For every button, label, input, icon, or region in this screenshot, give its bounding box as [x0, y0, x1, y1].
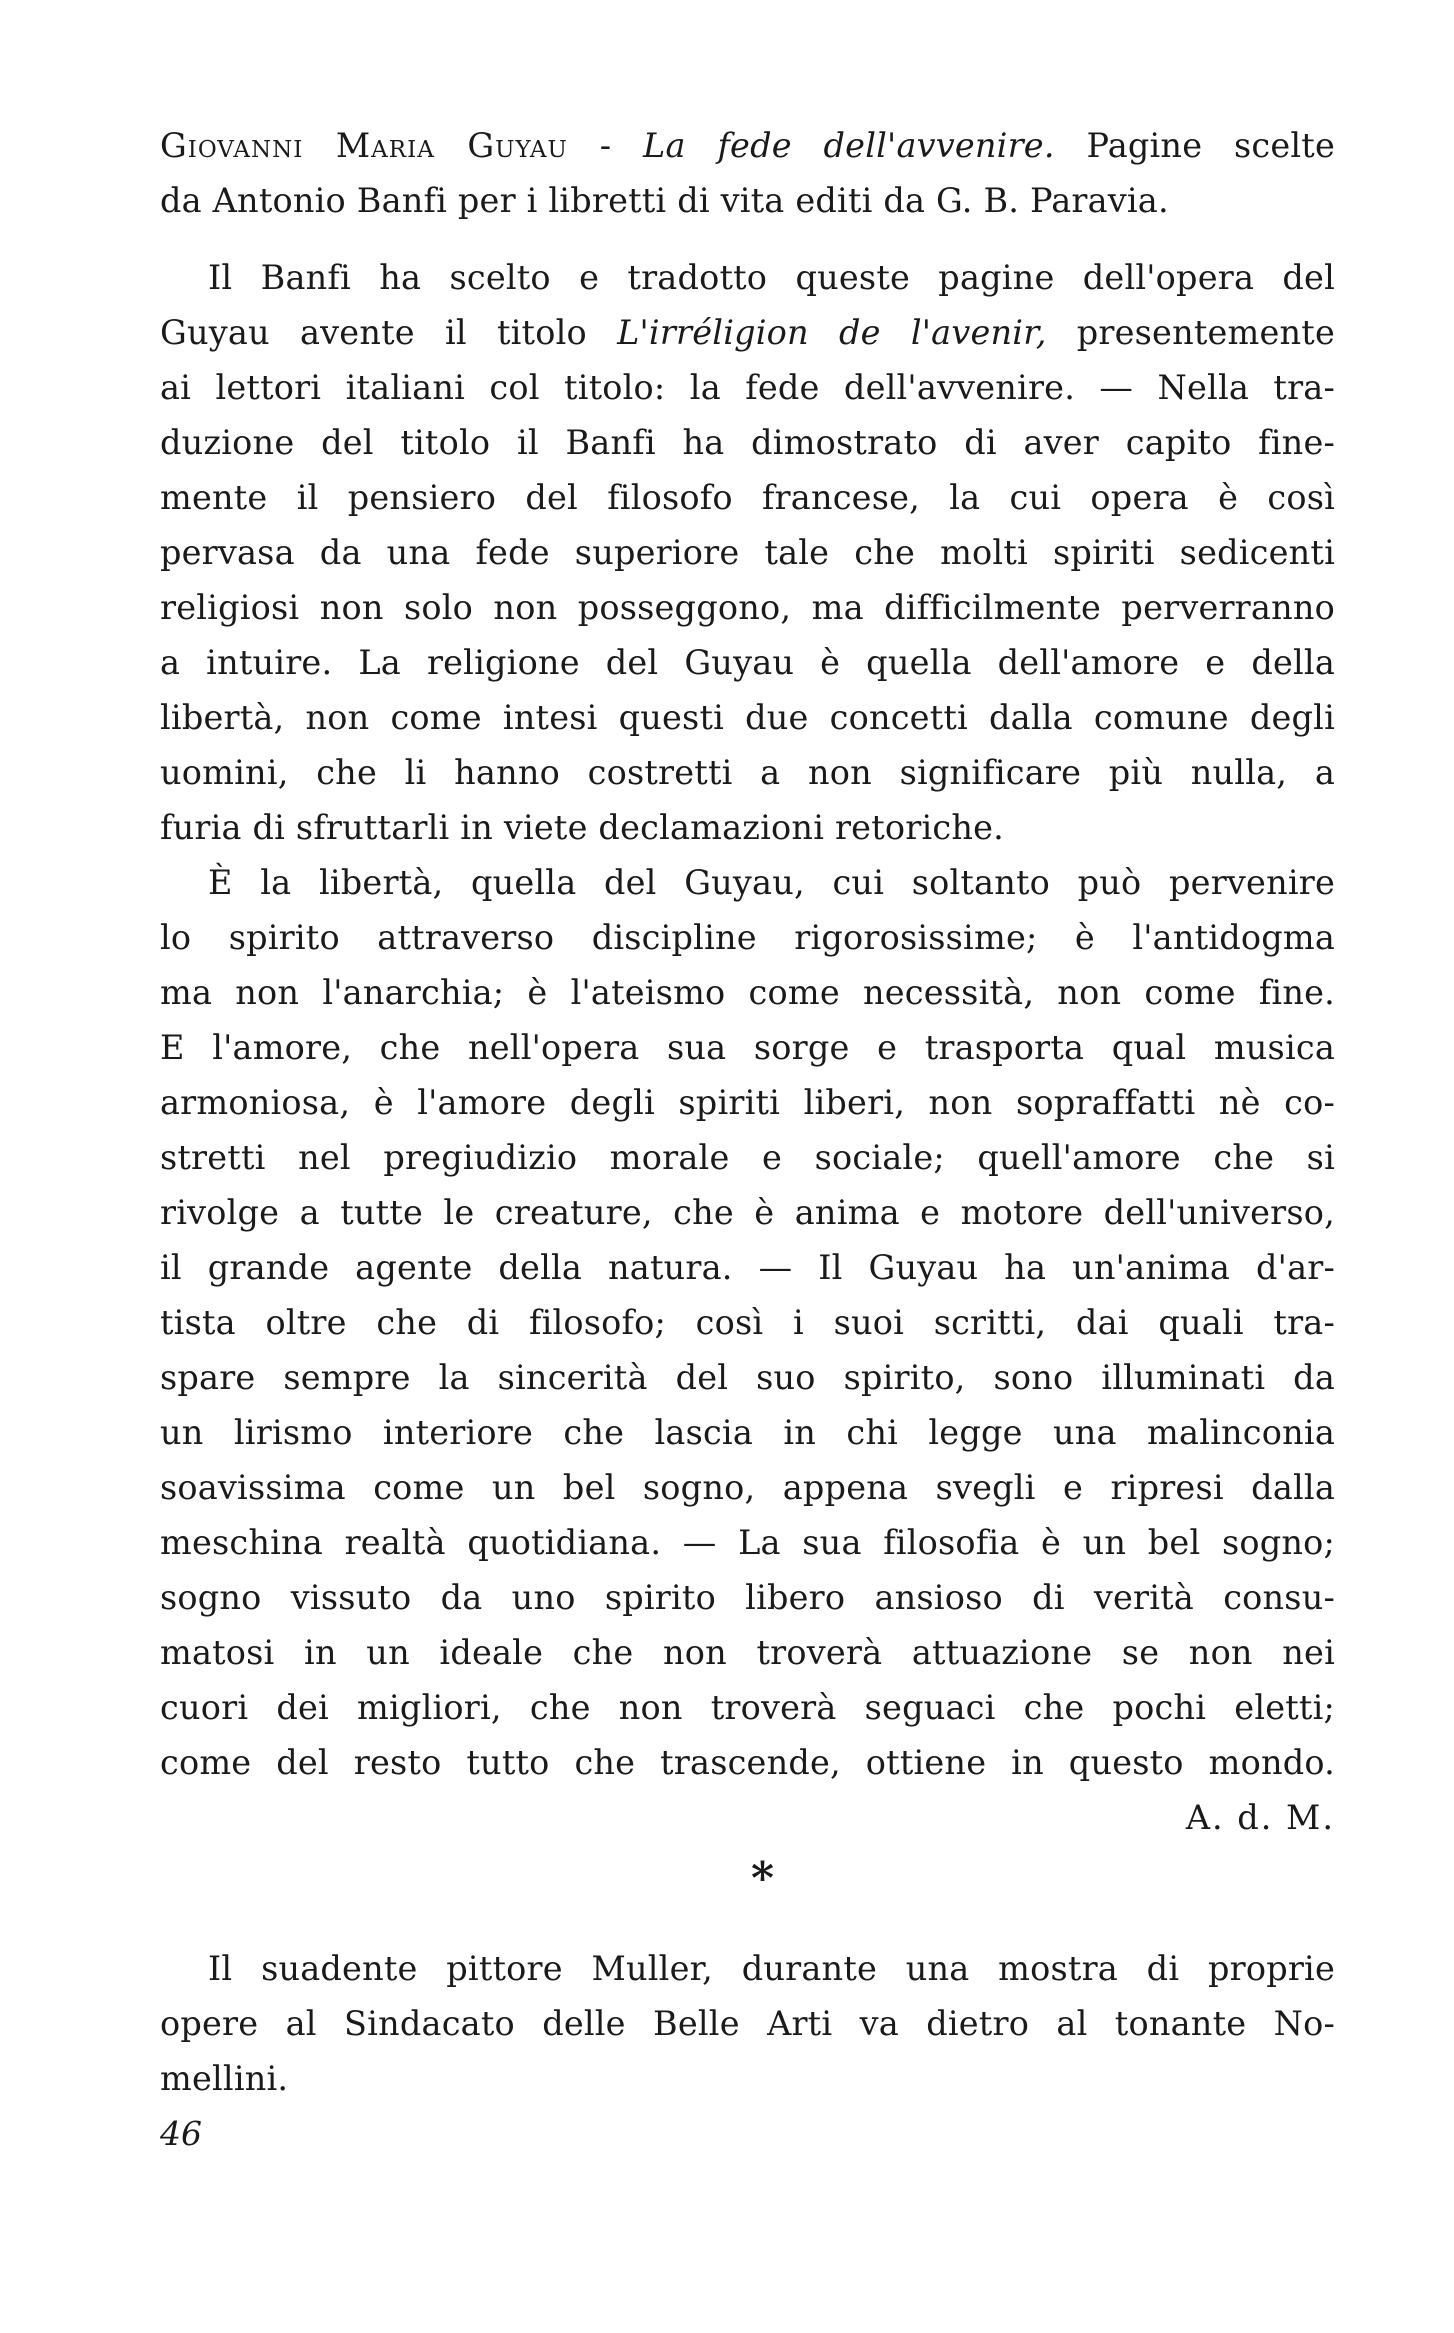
text-line: ai lettori italiani col titolo: la fede dell'avvenire. — Nella tra- [160, 368, 1335, 407]
text-line: furia di sfruttarli in viete declamazioni retoriche. [160, 808, 1004, 847]
page-number: 46 [160, 2114, 202, 2153]
text-line: come del resto tutto che trascende, ottiene in questo mondo. [160, 1743, 1335, 1782]
text-line: pervasa da una fede superiore tale che molti spiriti sedicenti [160, 533, 1335, 572]
header-line-2: da Antonio Banfi per i libretti di vita editi da G. B. Paravia. [160, 181, 1169, 220]
section-separator: * [750, 1853, 774, 1904]
text-line: religiosi non solo non posseggono, ma difficilmente perverranno [160, 588, 1335, 627]
text-line: meschina realtà quotidiana. — La sua filosofia è un bel sogno; [160, 1523, 1335, 1562]
text-line: duzione del titolo il Banfi ha dimostrato di aver capito fine- [160, 423, 1335, 462]
text-line: E l'amore, che nell'opera sua sorge e trasporta qual musica [160, 1028, 1335, 1067]
text-line: Il Banfi ha scelto e tradotto queste pagine dell'opera del [208, 258, 1335, 297]
original-title: L'irréligion de l'avenir, [617, 313, 1047, 352]
paragraph-3 [160, 1941, 1335, 2106]
text-line: Il suadente pittore Muller, durante una mostra di proprie [208, 1949, 1335, 1988]
author-name: Giovanni Maria Guyau [160, 126, 568, 165]
page-content [160, 118, 1335, 2161]
book-title: La fede dell'avvenire. [643, 126, 1055, 165]
text-line: armoniosa, è l'amore degli spiriti liberi, non sopraffatti nè co- [160, 1083, 1335, 1122]
text-line: lo spirito attraverso discipline rigorosissime; è l'antidogma [160, 918, 1335, 957]
text-line: sogno vissuto da uno spirito libero ansioso di verità consu- [160, 1578, 1335, 1617]
header-line-1 [160, 118, 1335, 173]
text-line: matosi in un ideale che non troverà attuazione se non nei [160, 1633, 1335, 1672]
text-line: mente il pensiero del filosofo francese, la cui opera è così [160, 478, 1335, 517]
text-line: tista oltre che di filosofo; così i suoi scritti, dai quali tra- [160, 1303, 1335, 1342]
text-line: rivolge a tutte le creature, che è anima e motore dell'universo, [160, 1193, 1335, 1232]
text-line: Guyau avente il titolo L'irréligion de l'avenir, presentemente [160, 313, 1335, 352]
text-line: opere al Sindacato delle Belle Arti va dietro al tonante No- [160, 2004, 1335, 2043]
text-line: stretti nel pregiudizio morale e sociale; quell'amore che si [160, 1138, 1335, 1177]
header-dash: - [567, 126, 644, 165]
author-signature: A. d. M. [1185, 1798, 1335, 1837]
text-line: un lirismo interiore che lascia in chi legge una malinconia [160, 1413, 1335, 1452]
text-line: È la libertà, quella del Guyau, cui soltanto può pervenire [208, 863, 1335, 902]
paragraph-1 [160, 250, 1335, 855]
text-line: libertà, non come intesi questi due concetti dalla comune degli [160, 698, 1335, 737]
text-line: uomini, che li hanno costretti a non significare più nulla, a [160, 753, 1335, 792]
text-line: ma non l'anarchia; è l'ateismo come necessità, non come fine. [160, 973, 1335, 1012]
text-line: il grande agente della natura. — Il Guyau ha un'anima d'ar- [160, 1248, 1335, 1287]
header-rest: Pagine scelte [1054, 126, 1335, 165]
text-line: mellini. [160, 2059, 289, 2098]
text-line: cuori dei migliori, che non troverà seguaci che pochi eletti; [160, 1688, 1335, 1727]
text-line: soavissima come un bel sogno, appena svegli e ripresi dalla [160, 1468, 1335, 1507]
text-line: a intuire. La religione del Guyau è quella dell'amore e della [160, 643, 1335, 682]
text-line: spare sempre la sincerità del suo spirito, sono illuminati da [160, 1358, 1335, 1397]
paragraph-2 [160, 855, 1335, 1790]
